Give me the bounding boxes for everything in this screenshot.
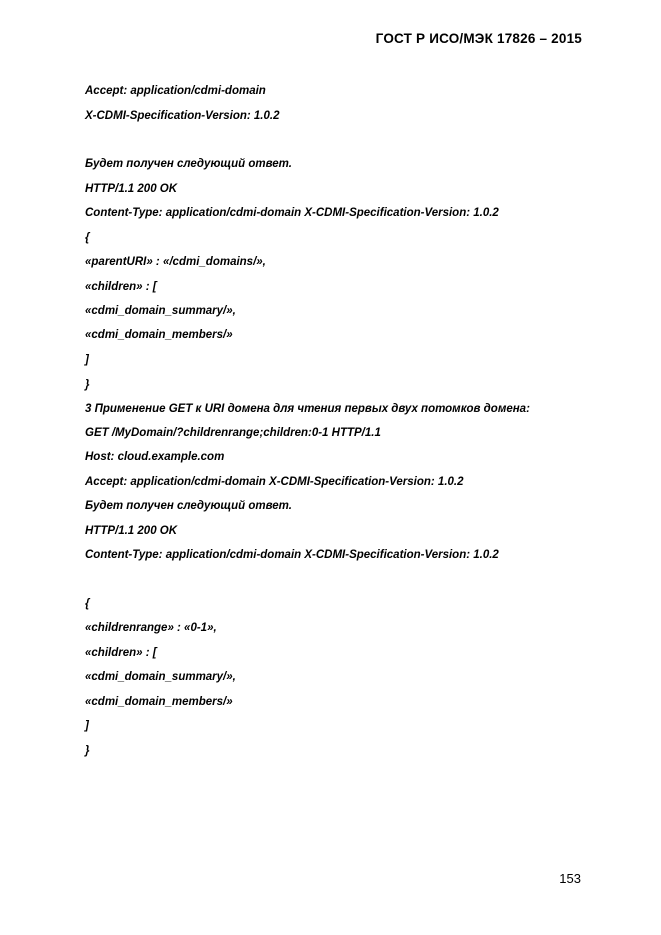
body-line: «childrenrange» : «0-1», xyxy=(85,622,217,634)
body-line: «cdmi_domain_summary/», xyxy=(85,671,236,683)
body-line: X-CDMI-Specification-Version: 1.0.2 xyxy=(85,110,280,122)
body-line: 3 Применение GET к URI домена для чтения первых двух потомков домена: xyxy=(85,403,530,415)
body-line: «cdmi_domain_members/» xyxy=(85,696,233,708)
body-line: Accept: application/cdmi-domain xyxy=(85,85,266,97)
body-line: Будет получен следующий ответ. xyxy=(85,158,292,170)
body-line: «parentURI» : «/cdmi_domains/», xyxy=(85,256,266,268)
body-line: Host: cloud.example.com xyxy=(85,451,225,463)
body-line: { xyxy=(85,598,90,610)
body-line: «cdmi_domain_summary/», xyxy=(85,305,236,317)
body-line: HTTP/1.1 200 OK xyxy=(85,525,178,537)
page-number: 153 xyxy=(559,871,581,886)
body-line: { xyxy=(85,232,90,244)
body-line: Accept: application/cdmi-domain X-CDMI-Specification-Version: 1.0.2 xyxy=(85,476,464,488)
body-line: ] xyxy=(85,720,89,732)
body-line: «children» : [ xyxy=(85,647,157,659)
body-line: } xyxy=(85,379,90,391)
body-line: GET /MyDomain/?childrenrange;children:0-1 HTTP/1.1 xyxy=(85,427,381,439)
body-line: Будет получен следующий ответ. xyxy=(85,500,292,512)
body-line: Content-Type: application/cdmi-domain X-CDMI-Specification-Version: 1.0.2 xyxy=(85,207,499,219)
body-line: HTTP/1.1 200 OK xyxy=(85,183,178,195)
body-line: } xyxy=(85,745,90,757)
body-line: «children» : [ xyxy=(85,281,157,293)
body-line: «cdmi_domain_members/» xyxy=(85,329,233,341)
document-standard-header: ГОСТ Р ИСО/МЭК 17826 – 2015 xyxy=(375,31,582,46)
body-line: ] xyxy=(85,354,89,366)
body-line: Content-Type: application/cdmi-domain X-CDMI-Specification-Version: 1.0.2 xyxy=(85,549,499,561)
